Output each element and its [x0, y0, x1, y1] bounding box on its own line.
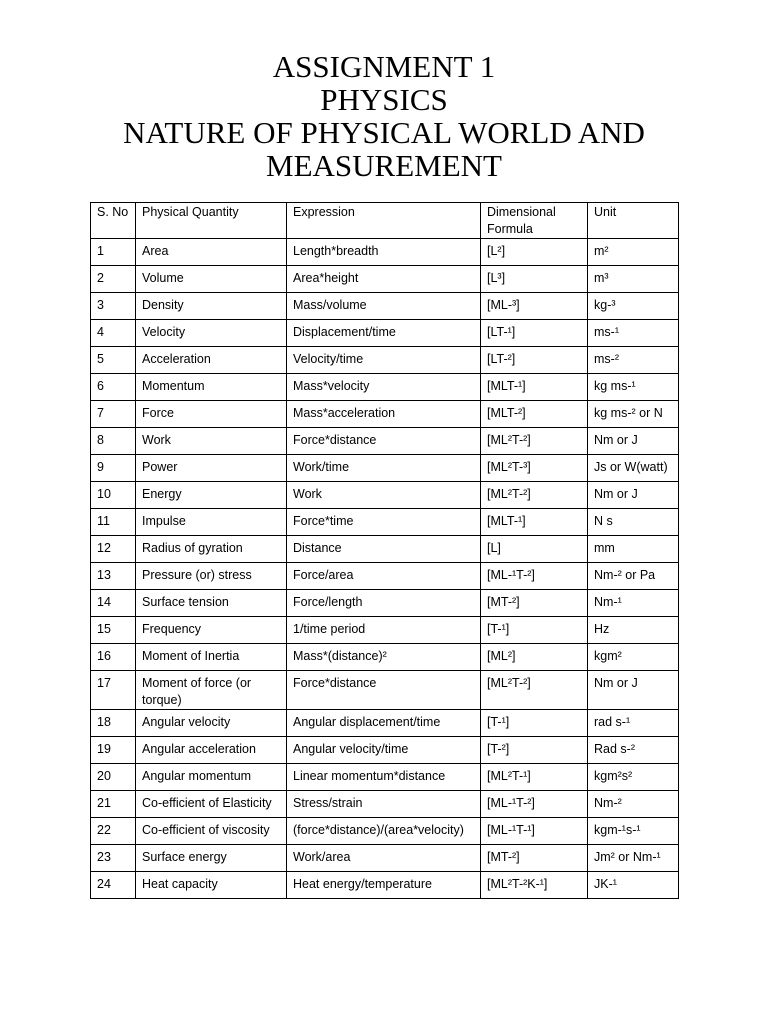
cell-physical-quantity: Angular momentum	[136, 764, 287, 791]
cell-serial-number: 20	[91, 764, 136, 791]
cell-serial-number: 4	[91, 320, 136, 347]
cell-dimensional-formula: [T-²]	[481, 737, 588, 764]
cell-expression: Force/area	[287, 563, 481, 590]
cell-dimensional-formula: [ML²T-³]	[481, 455, 588, 482]
cell-unit: kg-³	[588, 293, 679, 320]
cell-serial-number: 6	[91, 374, 136, 401]
cell-physical-quantity: Heat capacity	[136, 872, 287, 899]
cell-serial-number: 1	[91, 239, 136, 266]
cell-unit: Js or W(watt)	[588, 455, 679, 482]
table-row	[91, 239, 679, 266]
cell-unit: mm	[588, 536, 679, 563]
table-row	[91, 590, 679, 617]
cell-dimensional-formula: [ML²]	[481, 644, 588, 671]
cell-serial-number: 24	[91, 872, 136, 899]
cell-serial-number: 21	[91, 791, 136, 818]
title-line-topic-cont: MEASUREMENT	[266, 148, 502, 183]
cell-physical-quantity: Force	[136, 401, 287, 428]
cell-serial-number: 22	[91, 818, 136, 845]
cell-serial-number: 3	[91, 293, 136, 320]
table-row	[91, 374, 679, 401]
cell-dimensional-formula: [ML²T-²]	[481, 482, 588, 509]
cell-expression: Angular displacement/time	[287, 710, 481, 737]
cell-dimensional-formula: [L³]	[481, 266, 588, 293]
cell-serial-number: 13	[91, 563, 136, 590]
cell-expression: Angular velocity/time	[287, 737, 481, 764]
cell-physical-quantity: Surface tension	[136, 590, 287, 617]
cell-physical-quantity: Density	[136, 293, 287, 320]
cell-serial-number: 17	[91, 671, 136, 710]
cell-unit: JK-¹	[588, 872, 679, 899]
header-unit: Unit	[588, 203, 679, 239]
cell-dimensional-formula: [ML²T-²K-¹]	[481, 872, 588, 899]
cell-unit: kgm-¹s-¹	[588, 818, 679, 845]
cell-unit: kg ms-¹	[588, 374, 679, 401]
header-serial-number: S. No	[91, 203, 136, 239]
table-row	[91, 818, 679, 845]
cell-dimensional-formula: [ML-³]	[481, 293, 588, 320]
cell-dimensional-formula: [MT-²]	[481, 590, 588, 617]
cell-unit: Nm-¹	[588, 590, 679, 617]
cell-expression: Length*breadth	[287, 239, 481, 266]
cell-expression: Mass*(distance)²	[287, 644, 481, 671]
table-row	[91, 320, 679, 347]
cell-dimensional-formula: [L²]	[481, 239, 588, 266]
cell-unit: Nm or J	[588, 671, 679, 710]
cell-physical-quantity: Work	[136, 428, 287, 455]
cell-serial-number: 14	[91, 590, 136, 617]
table-row	[91, 536, 679, 563]
table-row	[91, 671, 679, 710]
cell-expression: Heat energy/temperature	[287, 872, 481, 899]
cell-unit: Hz	[588, 617, 679, 644]
table-row	[91, 293, 679, 320]
cell-dimensional-formula: [ML-¹T-²]	[481, 563, 588, 590]
cell-physical-quantity: Momentum	[136, 374, 287, 401]
cell-unit: Nm or J	[588, 428, 679, 455]
cell-expression: Linear momentum*distance	[287, 764, 481, 791]
cell-serial-number: 18	[91, 710, 136, 737]
table-row	[91, 644, 679, 671]
table-row	[91, 455, 679, 482]
cell-dimensional-formula: [ML²T-²]	[481, 428, 588, 455]
cell-serial-number: 16	[91, 644, 136, 671]
table-row	[91, 401, 679, 428]
cell-expression: Force*distance	[287, 428, 481, 455]
title-line-topic: NATURE OF PHYSICAL WORLD AND	[123, 115, 645, 150]
title-line-assignment: ASSIGNMENT 1	[272, 49, 496, 84]
cell-physical-quantity: Co-efficient of Elasticity	[136, 791, 287, 818]
cell-dimensional-formula: [MLT-¹]	[481, 509, 588, 536]
cell-physical-quantity: Moment of Inertia	[136, 644, 287, 671]
cell-unit: m³	[588, 266, 679, 293]
cell-physical-quantity: Moment of force (or torque)	[136, 671, 287, 710]
cell-physical-quantity: Pressure (or) stress	[136, 563, 287, 590]
cell-dimensional-formula: [ML-¹T-¹]	[481, 818, 588, 845]
physical-quantities-table	[90, 202, 679, 899]
cell-serial-number: 10	[91, 482, 136, 509]
cell-physical-quantity: Surface energy	[136, 845, 287, 872]
cell-expression: Mass*velocity	[287, 374, 481, 401]
cell-serial-number: 5	[91, 347, 136, 374]
cell-expression: Mass*acceleration	[287, 401, 481, 428]
cell-dimensional-formula: [MLT-²]	[481, 401, 588, 428]
cell-physical-quantity: Angular velocity	[136, 710, 287, 737]
cell-physical-quantity: Energy	[136, 482, 287, 509]
cell-expression: Distance	[287, 536, 481, 563]
cell-unit: rad s-¹	[588, 710, 679, 737]
cell-serial-number: 2	[91, 266, 136, 293]
cell-unit: m²	[588, 239, 679, 266]
table-row	[91, 737, 679, 764]
cell-physical-quantity: Acceleration	[136, 347, 287, 374]
cell-dimensional-formula: [MT-²]	[481, 845, 588, 872]
cell-physical-quantity: Velocity	[136, 320, 287, 347]
cell-unit: kgm²	[588, 644, 679, 671]
cell-expression: Velocity/time	[287, 347, 481, 374]
cell-dimensional-formula: [L]	[481, 536, 588, 563]
cell-serial-number: 19	[91, 737, 136, 764]
cell-expression: Stress/strain	[287, 791, 481, 818]
header-expression: Expression	[287, 203, 481, 239]
cell-expression: Work/area	[287, 845, 481, 872]
cell-expression: Displacement/time	[287, 320, 481, 347]
cell-unit: Nm or J	[588, 482, 679, 509]
table-row	[91, 347, 679, 374]
cell-physical-quantity: Impulse	[136, 509, 287, 536]
cell-serial-number: 15	[91, 617, 136, 644]
cell-serial-number: 11	[91, 509, 136, 536]
cell-expression: (force*distance)/(area*velocity)	[287, 818, 481, 845]
cell-dimensional-formula: [MLT-¹]	[481, 374, 588, 401]
cell-dimensional-formula: [ML-¹T-²]	[481, 791, 588, 818]
cell-unit: kg ms-² or N	[588, 401, 679, 428]
table-row	[91, 482, 679, 509]
table-row	[91, 710, 679, 737]
cell-physical-quantity: Co-efficient of viscosity	[136, 818, 287, 845]
cell-unit: Rad s-²	[588, 737, 679, 764]
cell-unit: N s	[588, 509, 679, 536]
cell-physical-quantity: Angular acceleration	[136, 737, 287, 764]
cell-physical-quantity: Area	[136, 239, 287, 266]
cell-unit: Nm-²	[588, 791, 679, 818]
table-row	[91, 563, 679, 590]
cell-expression: 1/time period	[287, 617, 481, 644]
table-row	[91, 845, 679, 872]
table-row	[91, 509, 679, 536]
cell-expression: Area*height	[287, 266, 481, 293]
table-row	[91, 617, 679, 644]
cell-dimensional-formula: [LT-²]	[481, 347, 588, 374]
cell-expression: Mass/volume	[287, 293, 481, 320]
cell-serial-number: 12	[91, 536, 136, 563]
cell-serial-number: 9	[91, 455, 136, 482]
cell-expression: Force*time	[287, 509, 481, 536]
table-body	[91, 239, 679, 899]
title-line-subject: PHYSICS	[320, 82, 448, 117]
cell-physical-quantity: Frequency	[136, 617, 287, 644]
table-row	[91, 791, 679, 818]
cell-expression: Force*distance	[287, 671, 481, 710]
header-dimensional-formula: Dimensional Formula	[481, 203, 588, 239]
cell-physical-quantity: Volume	[136, 266, 287, 293]
table-row	[91, 266, 679, 293]
table-row	[91, 872, 679, 899]
cell-unit: ms-¹	[588, 320, 679, 347]
cell-dimensional-formula: [LT-¹]	[481, 320, 588, 347]
cell-serial-number: 23	[91, 845, 136, 872]
cell-dimensional-formula: [T-¹]	[481, 617, 588, 644]
cell-expression: Force/length	[287, 590, 481, 617]
cell-serial-number: 8	[91, 428, 136, 455]
cell-dimensional-formula: [ML²T-¹]	[481, 764, 588, 791]
document-title	[0, 50, 768, 182]
header-physical-quantity: Physical Quantity	[136, 203, 287, 239]
cell-expression: Work	[287, 482, 481, 509]
cell-dimensional-formula: [T-¹]	[481, 710, 588, 737]
table-header	[91, 203, 679, 239]
header-row	[91, 203, 679, 239]
table-row	[91, 428, 679, 455]
cell-unit: kgm²s²	[588, 764, 679, 791]
cell-unit: Nm-² or Pa	[588, 563, 679, 590]
cell-unit: Jm² or Nm-¹	[588, 845, 679, 872]
cell-expression: Work/time	[287, 455, 481, 482]
cell-dimensional-formula: [ML²T-²]	[481, 671, 588, 710]
cell-serial-number: 7	[91, 401, 136, 428]
table-row	[91, 764, 679, 791]
cell-physical-quantity: Radius of gyration	[136, 536, 287, 563]
cell-unit: ms-²	[588, 347, 679, 374]
cell-physical-quantity: Power	[136, 455, 287, 482]
